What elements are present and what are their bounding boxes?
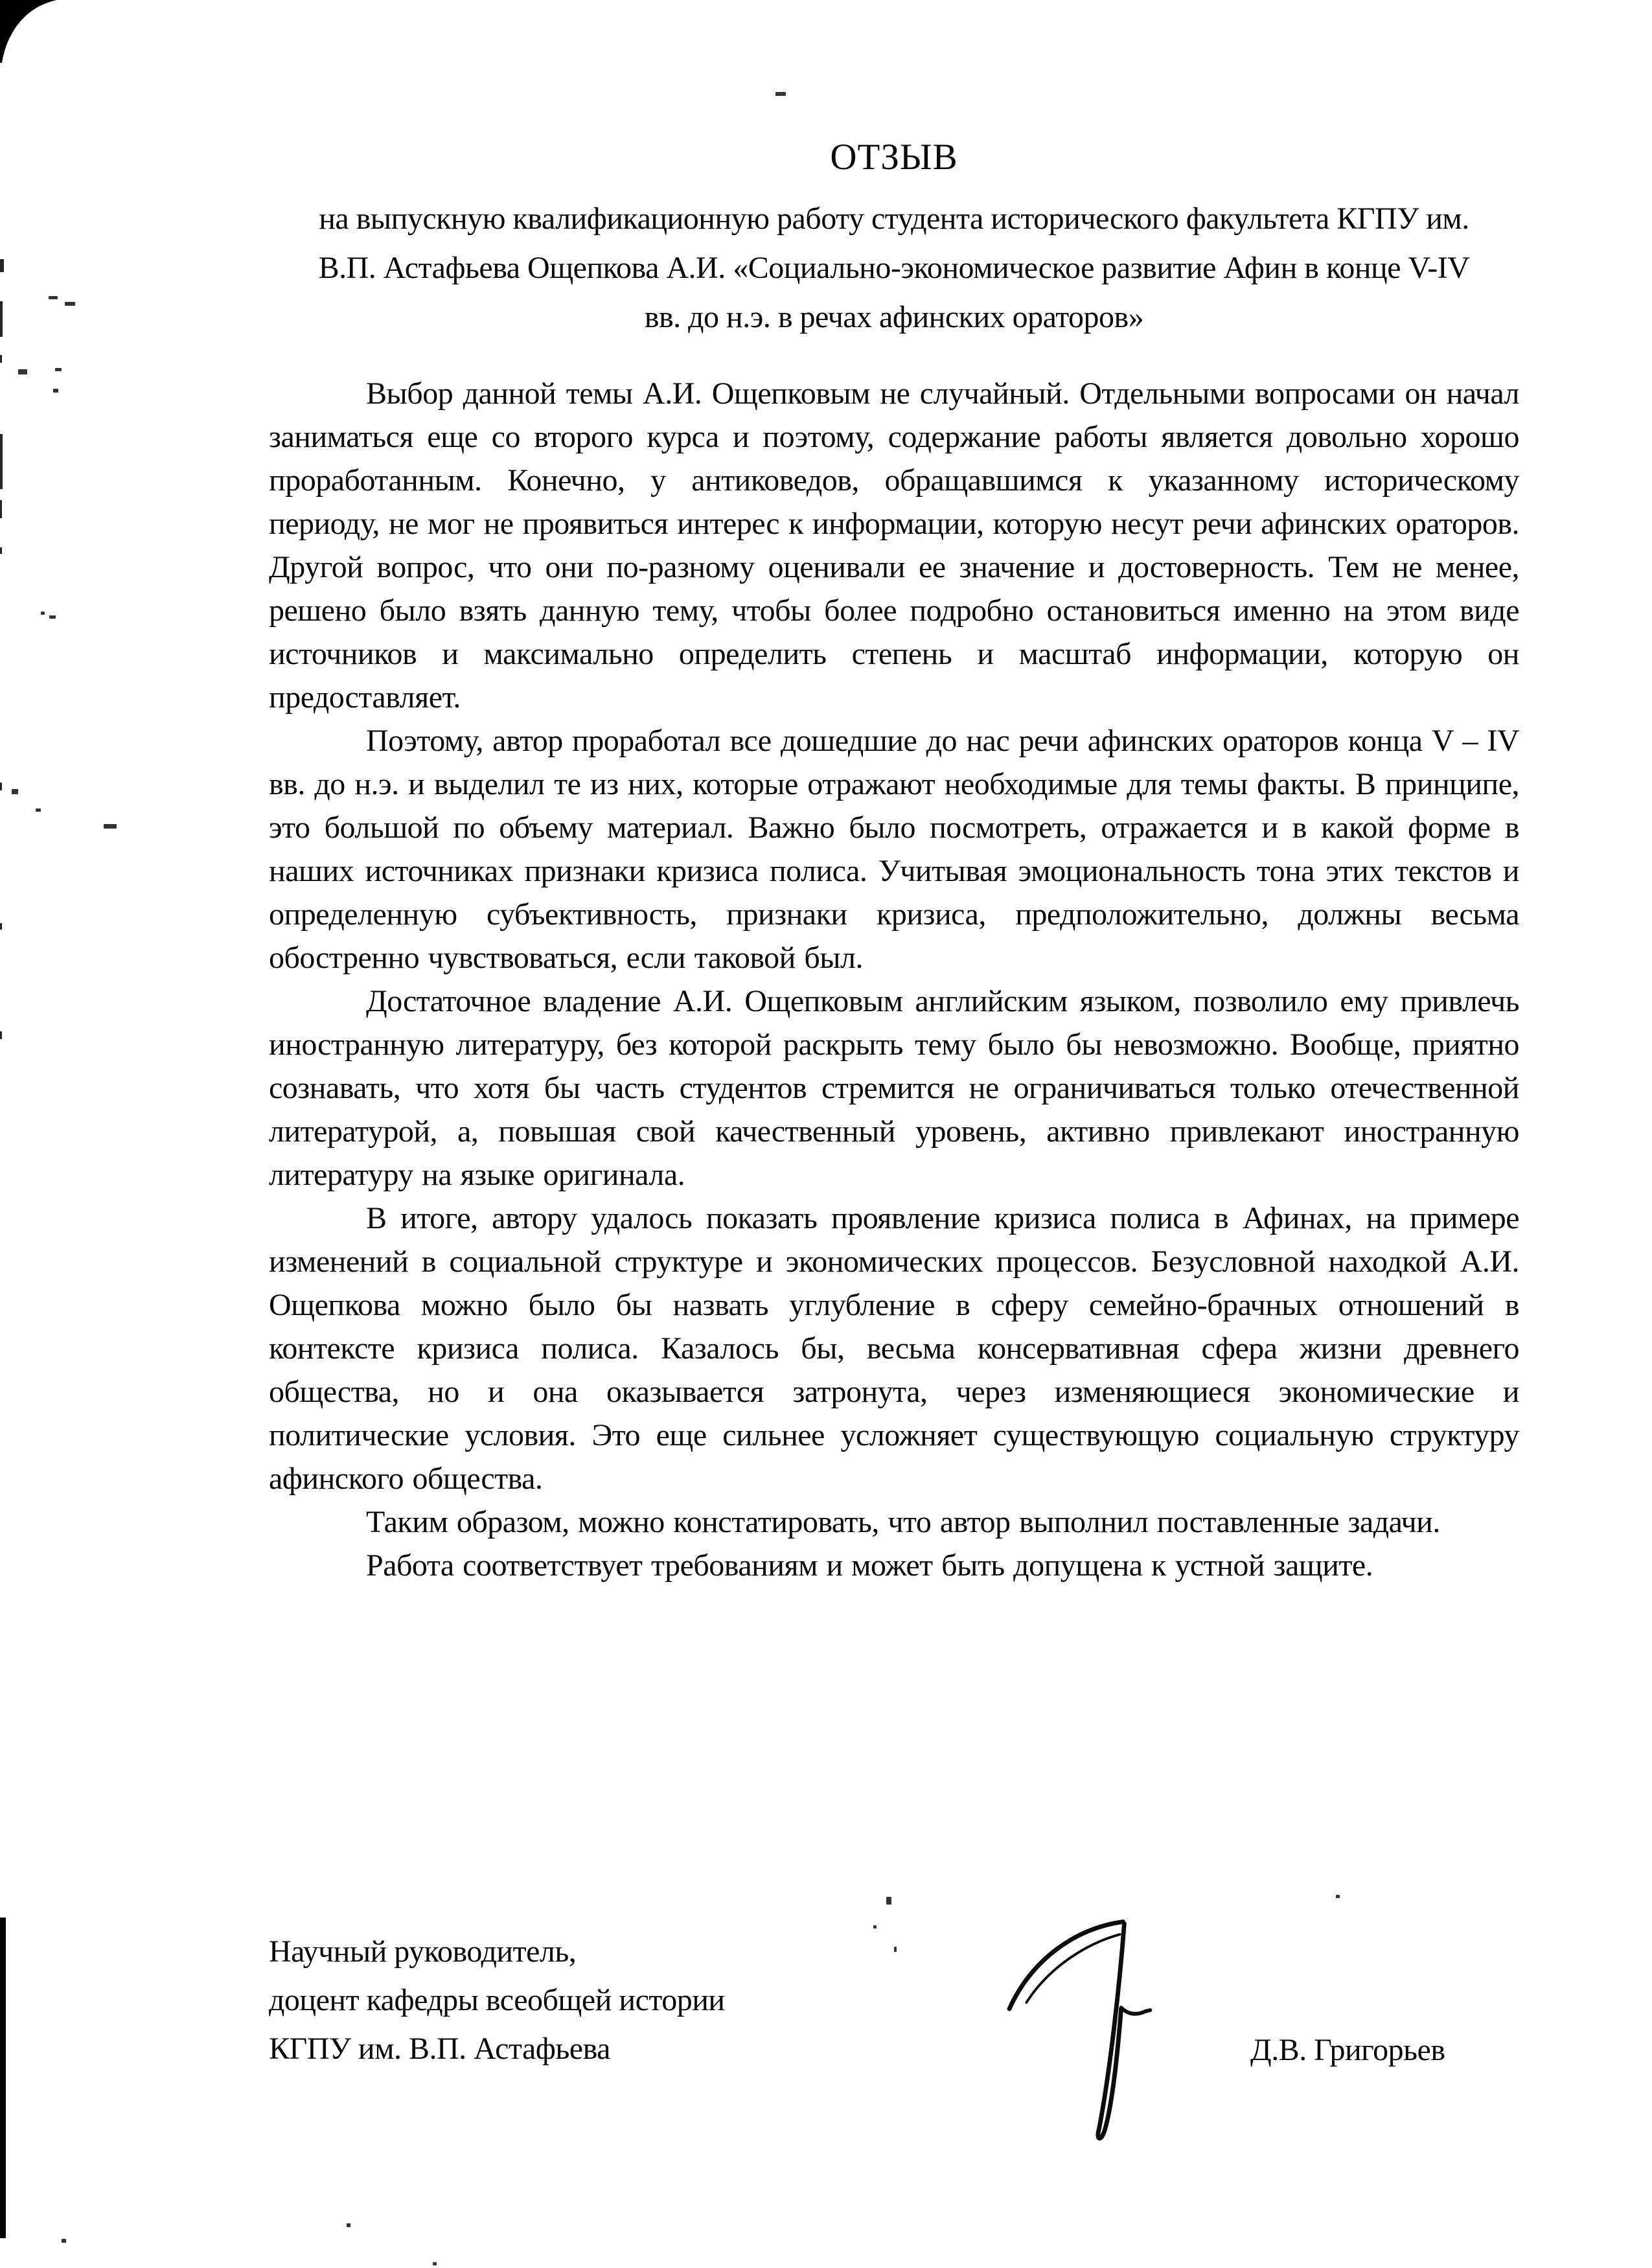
signature-role-line-3: КГПУ им. В.П. Астафьева: [269, 2032, 610, 2066]
paragraph-4: В итоге, автору удалось показать проявление кризиса полиса в Афинах, на примере изменений в социальной структуре и экономических процессов. Безусловной находкой А.И. Ощепкова можно было бы назвать углубление в сферу семейно-брачных отношений в контексте кризиса полиса. Казалось бы, весьма консервативная сфера жизни древнего общества, но и она оказывается затронута, через изменяющиеся экономические и политические условия. Это еще сильнее усложняет существующую социальную структуру афинского общества.: [269, 1201, 1519, 1496]
handwritten-signature: [985, 1908, 1186, 2160]
scan-edge-artifact: [0, 434, 3, 489]
paragraph-3: Достаточное владение А.И. Ощепковым английским языком, позволило ему привлечь иностранную литературу, без которой раскрыть тему было бы невозможно. Вообще, приятно сознавать, что хотя бы часть студентов стремится не ограничиваться только отечественной литературой, а, повышая свой качественный уровень, активно привлекают иностранную литературу на языке оригинала.: [269, 984, 1519, 1192]
paragraph-2: Поэтому, автор проработал все дошедшие до нас речи афинских ораторов конца V – IV вв. до н.э. и выделил те из них, которые отражают необходимые для темы факты. В принципе, это большой по объему материал. Важно было посмотреть, отражается и в какой форме в наших источниках признаки кризиса полиса. Учитывая эмоциональность тона этих текстов и определенную субъективность, признаки кризиса, предположительно, должны весьма обостренно чувствоваться, если таковой был.: [269, 724, 1519, 975]
paragraph-6: Работа соответствует требованиям и может быть допущена к устной защите.: [366, 1548, 1373, 1583]
scan-speck: [12, 789, 18, 794]
scan-edge-artifact: [0, 259, 4, 272]
scan-edge-artifact: [0, 1031, 2, 1039]
scan-speck: [55, 368, 62, 371]
scan-speck: [886, 1897, 891, 1905]
document-body: [269, 0, 1519, 1587]
scan-speck: [104, 824, 117, 829]
signer-name: Д.В. Григорьев: [1250, 2033, 1445, 2067]
scan-speck: [53, 389, 58, 393]
scan-edge-artifact: [0, 783, 2, 790]
scan-speck: [62, 2239, 66, 2243]
paragraph-1: Выбор данной темы А.И. Ощепковым не случайный. Отдельными вопросами он начал заниматься еще со второго курса и поэтому, содержание работы является довольно хорошо проработанным. Конечно, у антиковедов, обращавшимся к указанному историческому периоду, не мог не проявиться интерес к информации, которую несут речи афинских ораторов. Другой вопрос, что они по-разному оценивали ее значение и достоверность. Тем не менее, решено было взять данную тему, чтобы более подробно остановиться именно на этом виде источников и максимально определить степень и масштаб информации, которую он предоставляет.: [269, 376, 1519, 715]
scan-speck: [49, 296, 58, 299]
scan-speck: [65, 302, 75, 306]
document-subtitle: на выпускную квалификационную работу студента исторического факультета КГПУ им. В.П. Астафьева Ощепкова А.И. «Социально-экономическое развитие Афин в конце V-IV вв. до н.э. в речах афинских ораторов»: [318, 201, 1470, 334]
scan-speck: [433, 2262, 437, 2265]
scan-speck: [18, 369, 27, 374]
scan-edge-artifact: [0, 355, 2, 363]
scan-speck: [347, 2223, 350, 2227]
scan-speck: [1336, 1895, 1340, 1898]
scan-speck: [36, 808, 41, 812]
page-title: ОТЗЫВ: [830, 137, 958, 178]
scan-speck: [49, 615, 56, 619]
scan-edge-artifact: [0, 547, 2, 554]
scan-corner-artifact: [0, 0, 65, 65]
signature-role-line-1: Научный руководитель,: [269, 1934, 577, 1969]
scan-edge-artifact: [0, 500, 2, 518]
scan-speck: [41, 612, 45, 615]
scan-edge-artifact: [0, 1918, 6, 2238]
signature-block: [269, 1927, 1519, 2073]
scan-edge-artifact: [0, 923, 2, 930]
signature-role-line-2: доцент кафедры всеобщей истории: [269, 1983, 725, 2017]
paragraph-5: Таким образом, можно констатировать, что автор выполнил поставленные задачи.: [366, 1505, 1440, 1539]
scan-edge-artifact: [0, 301, 3, 337]
